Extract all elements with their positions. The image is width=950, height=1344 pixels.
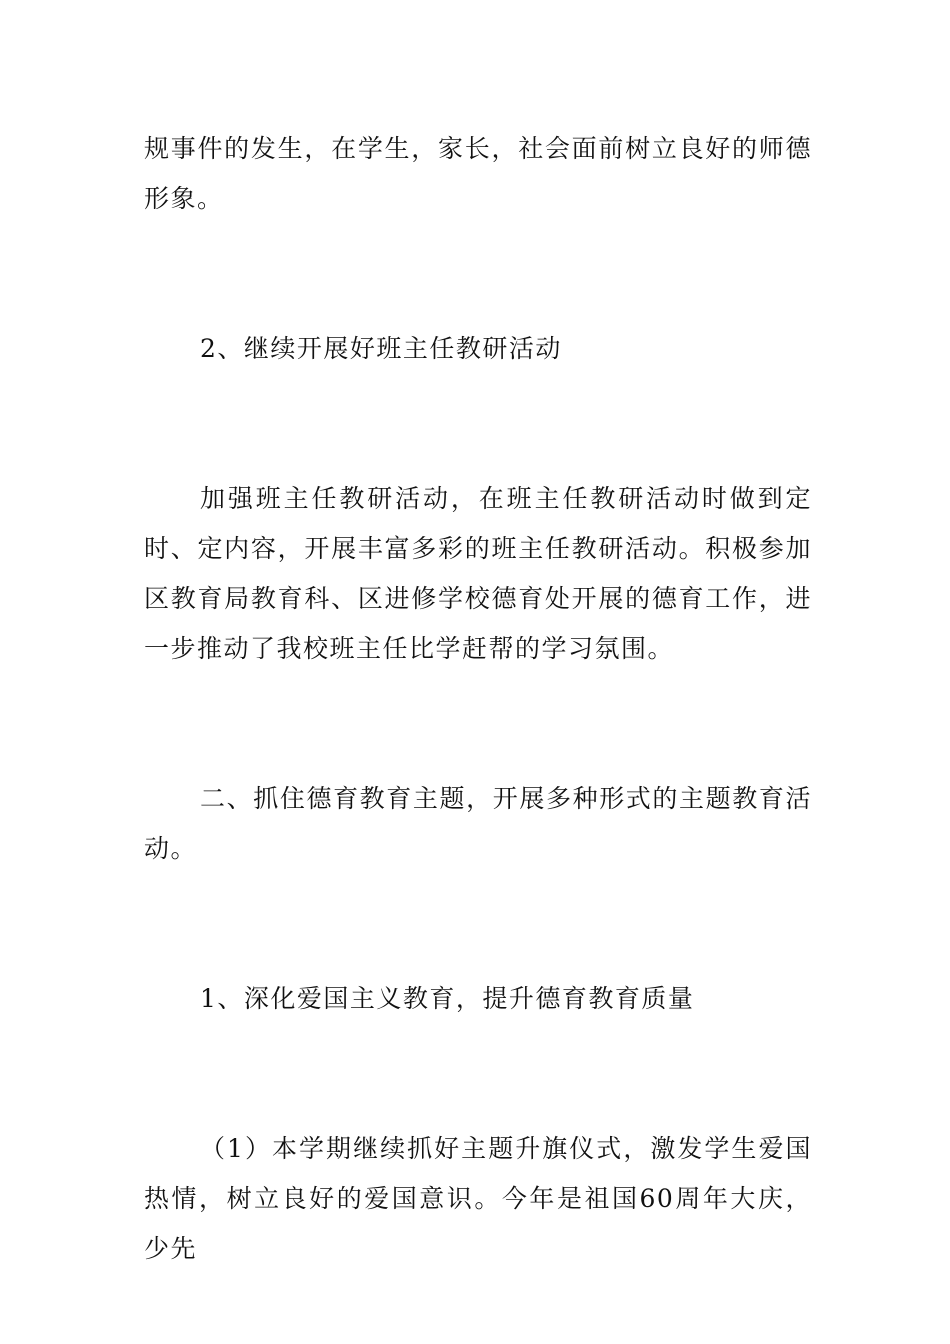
paragraph-flag-raising: （1）本学期继续抓好主题升旗仪式，激发学生爱国热情，树立良好的爱国意识。今年是祖国60周年大庆，少先: [144, 1134, 812, 1263]
paragraph-continuation: 规事件的发生，在学生，家长，社会面前树立良好的师德形象。: [144, 134, 812, 213]
subheading-patriotic-education: 1、深化爱国主义教育，提升德育教育质量: [200, 984, 695, 1013]
subheading-class-teacher-research: 2、继续开展好班主任教研活动: [200, 334, 562, 363]
section-heading-moral-education-theme: 二、抓住德育教育主题，开展多种形式的主题教育活动。: [144, 784, 812, 863]
paragraph-research-activities: 加强班主任教研活动，在班主任教研活动时做到定时、定内容，开展丰富多彩的班主任教研活动。积极参加区教育局教育科、区进修学校德育处开展的德育工作，进一步推动了我校班主任比学赶帮的学习氛围。: [144, 484, 812, 663]
